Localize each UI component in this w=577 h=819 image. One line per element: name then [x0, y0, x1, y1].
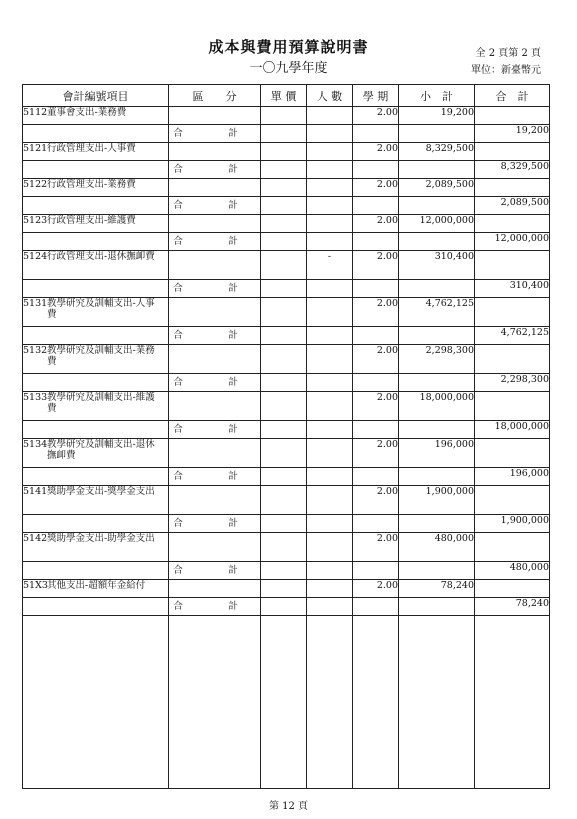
- subtotal-row: [23, 125, 550, 143]
- unit-price-cell: [261, 421, 307, 439]
- unit-price-cell: [261, 598, 307, 616]
- item-name: 教學研究及訓輔支出-人事費: [47, 298, 155, 320]
- item-code: 5133: [23, 392, 48, 403]
- semester-cell: [353, 197, 399, 215]
- empty-cell: [353, 616, 399, 789]
- subtotal-row: [23, 421, 550, 439]
- table-row: [23, 580, 550, 598]
- total-cell: [475, 179, 550, 197]
- subtotal-row: [23, 562, 550, 580]
- table-row: [23, 298, 550, 327]
- total-cell: 78,240: [475, 598, 550, 616]
- semester-cell: [353, 233, 399, 251]
- table-row: [23, 345, 550, 374]
- empty-cell: [475, 616, 550, 789]
- item-cell: [23, 143, 169, 161]
- item-name: 董事會支出-業務費: [47, 107, 127, 118]
- item-name: 教學研究及訓輔支出-退休撫卹費: [47, 439, 155, 461]
- subtotal-cell: 19,200: [399, 107, 475, 125]
- unit-price-cell: [261, 197, 307, 215]
- headcount-cell: [307, 562, 353, 580]
- item-name: 行政管理支出-人事費: [47, 143, 136, 154]
- subtotal-row: [23, 374, 550, 392]
- item-cell: [23, 298, 169, 327]
- total-cell: [475, 345, 550, 374]
- semester-cell: 2.00: [353, 298, 399, 327]
- semester-cell: 2.00: [353, 179, 399, 197]
- table-row: [23, 439, 550, 468]
- subtotal-cell: [399, 327, 475, 345]
- subtotal-cell: [399, 374, 475, 392]
- subtotal-cell: [399, 421, 475, 439]
- headcount-cell: [307, 533, 353, 562]
- subtotal-cell: [399, 562, 475, 580]
- item-cell: [23, 215, 169, 233]
- subtotal-row: [23, 515, 550, 533]
- unit-price-cell: [261, 298, 307, 327]
- subtotal-label: 合 計: [169, 598, 261, 616]
- headcount-cell: [307, 580, 353, 598]
- headcount-cell: [307, 161, 353, 179]
- semester-cell: [353, 562, 399, 580]
- unit-price-cell: [261, 327, 307, 345]
- item-cell: [23, 197, 169, 215]
- unit-price-cell: [261, 439, 307, 468]
- item-name: 其他支出-超額年金給付: [47, 580, 146, 591]
- currency-unit: 單位：新臺幣元: [471, 65, 541, 76]
- total-cell: [475, 533, 550, 562]
- item-name: 獎助學金支出-獎學金支出: [47, 486, 155, 497]
- item-cell: [23, 598, 169, 616]
- headcount-cell: [307, 374, 353, 392]
- unit-price-cell: [261, 374, 307, 392]
- budget-table: [22, 84, 550, 789]
- headcount-cell: [307, 345, 353, 374]
- item-code: 51X3: [23, 580, 48, 591]
- semester-cell: 2.00: [353, 439, 399, 468]
- subtotal-cell: [399, 515, 475, 533]
- subtotal-cell: 78,240: [399, 580, 475, 598]
- unit-price-cell: [261, 392, 307, 421]
- subtotal-label: 合 計: [169, 515, 261, 533]
- subtotal-cell: [399, 161, 475, 179]
- item-name: 行政管理支出-退休撫卹費: [47, 251, 155, 262]
- category-cell: [169, 486, 261, 515]
- item-cell: [23, 533, 169, 562]
- subtotal-label: 合 計: [169, 562, 261, 580]
- semester-cell: 2.00: [353, 345, 399, 374]
- unit-price-cell: [261, 580, 307, 598]
- category-cell: [169, 215, 261, 233]
- unit-price-cell: [261, 143, 307, 161]
- item-cell: [23, 161, 169, 179]
- subtotal-label: 合 計: [169, 161, 261, 179]
- semester-cell: 2.00: [353, 580, 399, 598]
- item-cell: [23, 345, 169, 374]
- headcount-cell: [307, 598, 353, 616]
- subtotal-cell: [399, 125, 475, 143]
- semester-cell: [353, 280, 399, 298]
- total-cell: 19,200: [475, 125, 550, 143]
- category-cell: [169, 392, 261, 421]
- semester-cell: 2.00: [353, 143, 399, 161]
- unit-price-cell: [261, 161, 307, 179]
- empty-cell: [399, 616, 475, 789]
- col-header-unit-price: 單 價: [261, 85, 307, 107]
- category-cell: [169, 439, 261, 468]
- item-cell: [23, 374, 169, 392]
- total-cell: 480,000: [475, 562, 550, 580]
- page-footer: 第 12 頁: [268, 801, 309, 812]
- headcount-cell: [307, 439, 353, 468]
- headcount-cell: [307, 197, 353, 215]
- subtotal-row: [23, 233, 550, 251]
- headcount-cell: [307, 215, 353, 233]
- item-code: 5121: [23, 143, 48, 154]
- col-header-headcount: 人 數: [307, 85, 353, 107]
- item-name: 教學研究及訓輔支出-維護費: [47, 392, 155, 414]
- total-cell: 2,089,500: [475, 197, 550, 215]
- semester-cell: 2.00: [353, 107, 399, 125]
- table-row: [23, 143, 550, 161]
- col-header-subtotal: 小 計: [399, 85, 475, 107]
- item-name: 行政管理支出-維護費: [47, 215, 136, 226]
- subtotal-cell: 18,000,000: [399, 392, 475, 421]
- item-code: 5124: [23, 251, 48, 262]
- semester-cell: [353, 598, 399, 616]
- item-name: 教學研究及訓輔支出-業務費: [47, 345, 155, 367]
- subtotal-row: [23, 197, 550, 215]
- page-info: [471, 45, 541, 79]
- document-title: 成本與費用預算說明書: [208, 38, 369, 56]
- subtotal-cell: 196,000: [399, 439, 475, 468]
- item-code: 5141: [23, 486, 48, 497]
- item-cell: [23, 468, 169, 486]
- item-code: 5132: [23, 345, 48, 356]
- subtotal-cell: [399, 598, 475, 616]
- subtotal-cell: 2,298,300: [399, 345, 475, 374]
- table-row: [23, 251, 550, 280]
- total-cell: [475, 251, 550, 280]
- semester-cell: [353, 421, 399, 439]
- item-cell: [23, 392, 169, 421]
- empty-cell: [23, 616, 169, 789]
- subtotal-cell: [399, 468, 475, 486]
- unit-price-cell: [261, 515, 307, 533]
- empty-cell: [169, 616, 261, 789]
- subtotal-row: [23, 280, 550, 298]
- headcount-cell: [307, 298, 353, 327]
- item-cell: [23, 580, 169, 598]
- table-row: [23, 179, 550, 197]
- item-cell: [23, 515, 169, 533]
- total-cell: 1,900,000: [475, 515, 550, 533]
- item-cell: [23, 280, 169, 298]
- headcount-cell: [307, 233, 353, 251]
- total-cell: 12,000,000: [475, 233, 550, 251]
- unit-price-cell: [261, 233, 307, 251]
- item-cell: [23, 233, 169, 251]
- subtotal-label: 合 計: [169, 197, 261, 215]
- item-cell: [23, 179, 169, 197]
- category-cell: [169, 251, 261, 280]
- subtotal-row: [23, 327, 550, 345]
- subtotal-label: 合 計: [169, 468, 261, 486]
- subtotal-cell: [399, 280, 475, 298]
- semester-cell: [353, 327, 399, 345]
- table-row: [23, 215, 550, 233]
- headcount-cell: -: [307, 251, 353, 280]
- empty-cell: [261, 616, 307, 789]
- empty-cell: [307, 616, 353, 789]
- subtotal-cell: 2,089,500: [399, 179, 475, 197]
- total-cell: [475, 439, 550, 468]
- category-cell: [169, 143, 261, 161]
- unit-price-cell: [261, 107, 307, 125]
- table-header-row: [23, 85, 550, 107]
- col-header-total: 合 計: [475, 85, 550, 107]
- headcount-cell: [307, 327, 353, 345]
- item-name: 獎助學金支出-助學金支出: [47, 533, 155, 544]
- headcount-cell: [307, 392, 353, 421]
- total-cell: [475, 580, 550, 598]
- table-row: [23, 486, 550, 515]
- item-code: 5142: [23, 533, 48, 544]
- item-cell: [23, 327, 169, 345]
- unit-price-cell: [261, 251, 307, 280]
- subtotal-cell: [399, 197, 475, 215]
- table-row: [23, 392, 550, 421]
- category-cell: [169, 580, 261, 598]
- item-name: 行政管理支出-業務費: [47, 179, 136, 190]
- headcount-cell: [307, 486, 353, 515]
- subtotal-label: 合 計: [169, 374, 261, 392]
- total-cell: 4,762,125: [475, 327, 550, 345]
- semester-cell: [353, 515, 399, 533]
- semester-cell: [353, 125, 399, 143]
- headcount-cell: [307, 515, 353, 533]
- subtotal-cell: 4,762,125: [399, 298, 475, 327]
- unit-price-cell: [261, 125, 307, 143]
- item-code: 5134: [23, 439, 48, 450]
- item-cell: [23, 421, 169, 439]
- unit-price-cell: [261, 345, 307, 374]
- col-header-category: 區 分: [169, 85, 261, 107]
- total-cell: 310,400: [475, 280, 550, 298]
- total-cell: 8,329,500: [475, 161, 550, 179]
- item-cell: [23, 251, 169, 280]
- headcount-cell: [307, 125, 353, 143]
- unit-price-cell: [261, 468, 307, 486]
- empty-filler-row: [23, 616, 550, 789]
- semester-cell: 2.00: [353, 486, 399, 515]
- category-cell: [169, 179, 261, 197]
- semester-cell: [353, 468, 399, 486]
- total-cell: [475, 143, 550, 161]
- subtotal-label: 合 計: [169, 280, 261, 298]
- total-cell: [475, 486, 550, 515]
- subtotal-cell: 480,000: [399, 533, 475, 562]
- subtotal-cell: 310,400: [399, 251, 475, 280]
- headcount-cell: [307, 421, 353, 439]
- semester-cell: 2.00: [353, 392, 399, 421]
- item-code: 5112: [23, 107, 48, 118]
- unit-price-cell: [261, 280, 307, 298]
- category-cell: [169, 533, 261, 562]
- category-cell: [169, 107, 261, 125]
- unit-price-cell: [261, 179, 307, 197]
- item-code: 5122: [23, 179, 48, 190]
- unit-price-cell: [261, 215, 307, 233]
- subtotal-label: 合 計: [169, 421, 261, 439]
- subtotal-label: 合 計: [169, 327, 261, 345]
- item-cell: [23, 107, 169, 125]
- page-count: 全 2 頁第 2 頁: [475, 48, 541, 59]
- semester-cell: 2.00: [353, 251, 399, 280]
- headcount-cell: [307, 107, 353, 125]
- unit-price-cell: [261, 486, 307, 515]
- subtotal-cell: [399, 233, 475, 251]
- headcount-cell: [307, 143, 353, 161]
- item-code: 5123: [23, 215, 48, 226]
- document-subtitle: 一〇九學年度: [249, 61, 328, 76]
- total-cell: [475, 215, 550, 233]
- headcount-cell: [307, 179, 353, 197]
- subtotal-label: 合 計: [169, 125, 261, 143]
- total-cell: [475, 107, 550, 125]
- total-cell: 196,000: [475, 468, 550, 486]
- unit-price-cell: [261, 533, 307, 562]
- semester-cell: [353, 161, 399, 179]
- headcount-cell: [307, 280, 353, 298]
- item-cell: [23, 486, 169, 515]
- total-cell: [475, 298, 550, 327]
- item-cell: [23, 125, 169, 143]
- subtotal-row: [23, 468, 550, 486]
- total-cell: 2,298,300: [475, 374, 550, 392]
- total-cell: [475, 392, 550, 421]
- category-cell: [169, 298, 261, 327]
- table-body: [23, 107, 550, 789]
- total-cell: 18,000,000: [475, 421, 550, 439]
- unit-price-cell: [261, 562, 307, 580]
- subtotal-cell: 12,000,000: [399, 215, 475, 233]
- item-code: 5131: [23, 298, 48, 309]
- col-header-item: 會計編號項目: [23, 85, 169, 107]
- subtotal-label: 合 計: [169, 233, 261, 251]
- semester-cell: [353, 374, 399, 392]
- subtotal-cell: 8,329,500: [399, 143, 475, 161]
- subtotal-cell: 1,900,000: [399, 486, 475, 515]
- category-cell: [169, 345, 261, 374]
- item-cell: [23, 562, 169, 580]
- subtotal-row: [23, 161, 550, 179]
- headcount-cell: [307, 468, 353, 486]
- semester-cell: 2.00: [353, 533, 399, 562]
- subtotal-row: [23, 598, 550, 616]
- semester-cell: 2.00: [353, 215, 399, 233]
- table-row: [23, 533, 550, 562]
- table-row: [23, 107, 550, 125]
- item-cell: [23, 439, 169, 468]
- col-header-semester: 學 期: [353, 85, 399, 107]
